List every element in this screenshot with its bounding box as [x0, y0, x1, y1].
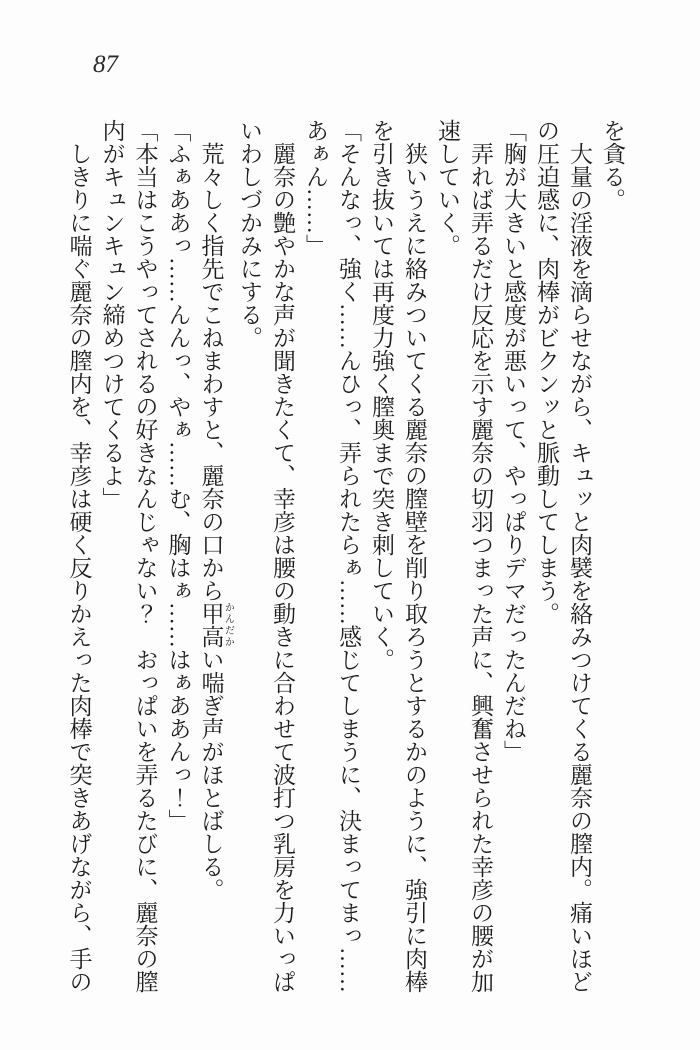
- text-line: あぁん……」: [303, 119, 328, 257]
- text-line: しきりに喘ぐ麗奈の膣内を、幸彦は硬く反りかえった肉棒で突きあげながら、手の: [66, 119, 92, 993]
- text-block: [63, 119, 630, 993]
- text-line: 荒々しく指先でこねまわすと、麗奈の口から甲高 かんだかい喘ぎ声がほとばしる。: [198, 119, 234, 901]
- text-line: 内がキュンキュン締めつけてくるよ」: [99, 119, 125, 510]
- text-line: を引き抜いては再度力強く膣奥まで突き刺していく。: [369, 119, 394, 671]
- text-line: を貪る。: [600, 119, 625, 211]
- text-line: 速していく。: [435, 119, 460, 257]
- text-line: 「そんなっ、強く……んひっ、弄られたらぁ……感じてしまうに、決まってまっ……: [336, 119, 361, 993]
- text-line: いわしづかみにする。: [237, 119, 262, 349]
- text-line: 弄れば弄るだけ反応を示す麗奈の切羽つまった声に、興奮させられた幸彦の腰が加: [468, 119, 493, 993]
- text-line: の圧迫感に、肉棒がビクンッと脈動してしまう。: [534, 119, 559, 625]
- page-number: 87: [93, 51, 118, 78]
- text-line: 「本当はこうやってされるの好きなんじゃない？ おっぱいを弄るたびに、麗奈の膣: [132, 119, 158, 993]
- text-line: 麗奈の艶やかな声が聞きたくて、幸彦は腰の動きに合わせて波打つ乳房を力いっぱ: [270, 119, 295, 993]
- ruby-annotated-word: 甲高 かんだか: [198, 602, 234, 648]
- text-line: 大量の淫液を滴らせながら、キュッと肉襞を絡みつけてくる麗奈の膣内。痛いほど: [567, 119, 592, 993]
- text-line: 狭いうえに絡みついてくる麗奈の膣壁を削り取ろうとするかのように、強引に肉棒: [402, 119, 427, 993]
- text-line: 「ふぁああっ……んんっ、やぁ……む、胸はぁ……はぁああんっ！」: [165, 119, 191, 832]
- text-line: 「胸が大きいと感度が悪いって、やっぱりデマだったんだね」: [501, 119, 526, 763]
- furigana: かんだか: [222, 602, 234, 648]
